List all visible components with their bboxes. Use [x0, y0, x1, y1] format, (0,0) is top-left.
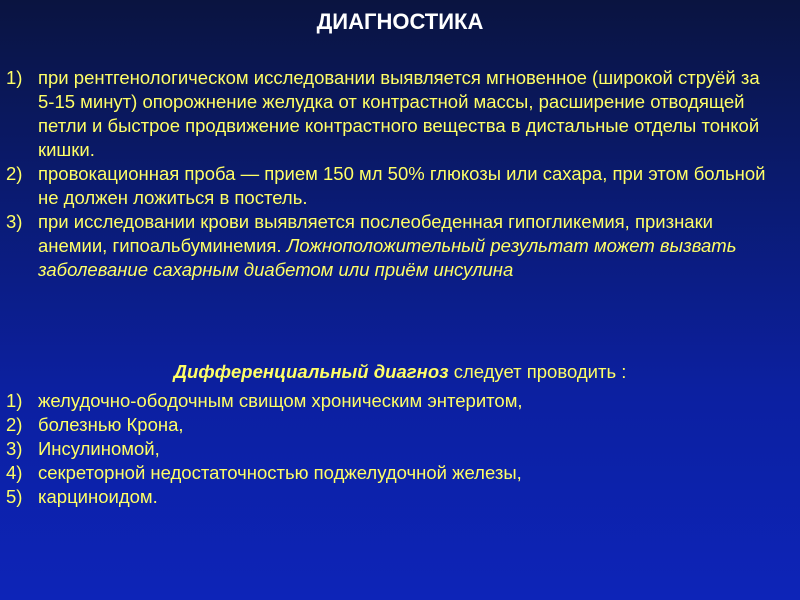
item-text: при исследовании крови выявляется послеобеденная гипогликемия, признаки анемии, гипоальбуминемия.	[38, 211, 714, 256]
item-text: карциноидом.	[38, 486, 158, 507]
item-number: 3)	[6, 438, 23, 459]
item-text: провокационная проба — прием 150 мл 50% глюкозы или сахара, при этом больной не должен ложиться в постель.	[38, 163, 766, 208]
item-text: секреторной недостаточностью поджелудочной железы,	[38, 462, 522, 483]
list-item	[0, 461, 780, 485]
list-item	[0, 389, 780, 413]
item-italic-note: Ложноположительный результат может вызвать заболевание сахарным диабетом или приём инсулина	[38, 235, 737, 280]
differential-heading-emphasis: Дифференциальный диагноз	[173, 361, 449, 382]
list-item	[0, 413, 780, 437]
list-item	[0, 485, 780, 509]
item-number: 3)	[6, 211, 23, 232]
item-number: 5)	[6, 486, 23, 507]
item-number: 2)	[6, 414, 23, 435]
item-text: болезнью Крона,	[38, 414, 184, 435]
list-item	[0, 66, 780, 162]
differential-heading-rest: следует проводить :	[448, 361, 627, 382]
item-number: 2)	[6, 163, 23, 184]
item-text: Инсулиномой,	[38, 438, 160, 459]
item-number: 4)	[6, 462, 23, 483]
list-item	[0, 162, 780, 210]
list-item	[0, 437, 780, 461]
item-number: 1)	[6, 390, 23, 411]
slide-title: ДИАГНОСТИКА	[316, 9, 484, 34]
item-text: желудочно-ободочным свищом хроническим энтеритом,	[38, 390, 523, 411]
differential-list	[0, 389, 780, 509]
differential-heading	[0, 360, 800, 384]
item-number: 1)	[6, 67, 23, 88]
item-text: при рентгенологическом исследовании выявляется мгновенное (широкой струёй за 5-15 минут) опорожнение желудка от контрастной массы, расширение отводящей петли и быстрое продвижение контрастного вещества в дистальные отделы тонкой кишки.	[38, 67, 760, 160]
list-item	[0, 210, 780, 282]
diagnostics-list	[0, 66, 780, 282]
